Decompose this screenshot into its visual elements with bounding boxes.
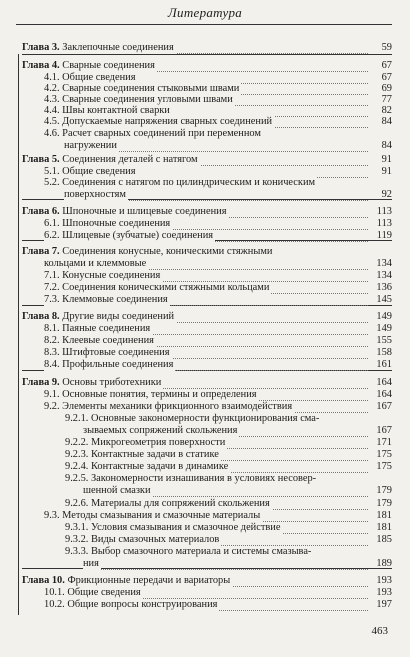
- toc-entry: [22, 425, 392, 437]
- entry-page-number: 134: [376, 258, 392, 269]
- entry-page-number: 197: [376, 599, 392, 610]
- toc-entry-text: [65, 449, 221, 461]
- toc-entry: [22, 461, 392, 473]
- toc-entry: [22, 558, 392, 570]
- toc-entry-text: [44, 359, 175, 371]
- entry-page-number: 158: [376, 347, 392, 358]
- entry-title: 9.3.1. Условия смазывания и смазочное действие: [65, 522, 281, 533]
- entry-title: нагружении: [64, 140, 117, 151]
- entry-page-number: 164: [376, 377, 392, 388]
- entry-title: 4.3. Сварные соединения угловыми швами: [44, 94, 233, 105]
- toc-entry: [22, 282, 392, 294]
- page-number: 463: [371, 625, 388, 637]
- entry-title: Фрикционные передачи и вариаторы: [67, 575, 231, 586]
- toc-entry: [22, 389, 392, 401]
- entry-title: 9.2.6. Материалы для сопряжений скольжения: [65, 498, 270, 509]
- toc-chapter: [22, 60, 392, 72]
- chapter-label: Глава 9.: [22, 377, 63, 388]
- toc-entry-text: [22, 246, 274, 258]
- entry-page-number: 181: [376, 510, 392, 521]
- header-rule: [16, 24, 392, 25]
- entry-page-number: 179: [376, 498, 392, 509]
- chapter-label: Глава 10.: [22, 575, 68, 586]
- toc-entry: [22, 218, 392, 230]
- toc-entry-text: [22, 575, 232, 587]
- toc-entry: [22, 230, 392, 242]
- toc-entry: [22, 189, 392, 201]
- entry-page-number: 136: [376, 282, 392, 293]
- toc-chapter: [22, 575, 392, 587]
- toc-entry-text: [44, 218, 172, 230]
- toc-entry-text: [65, 461, 230, 473]
- entry-title: Шпоночные и шлицевые соединения: [62, 206, 227, 217]
- entry-title: 8.3. Штифтовые соединения: [44, 347, 170, 358]
- toc-entry: [22, 485, 392, 497]
- toc-entry-text: [44, 230, 215, 242]
- entry-title: Заклепочные соединения: [62, 42, 174, 53]
- entry-title: 10.2. Общие вопросы конструирования: [44, 599, 218, 610]
- entry-title: 7.2. Соединения коническими стяжными кольцами: [44, 282, 270, 293]
- entry-title: кольцами и клеммовые: [44, 258, 147, 269]
- chapter-label: Глава 8.: [22, 311, 63, 322]
- entry-title: 9.3.3. Выбор смазочного материала и системы смазыва-: [65, 546, 312, 557]
- entry-title: Соединения конусные, коническими стяжными: [62, 246, 273, 257]
- entry-page-number: 77: [381, 94, 392, 105]
- entry-page-number: 181: [376, 522, 392, 533]
- entry-page-number: 175: [376, 461, 392, 472]
- entry-page-number: 193: [376, 575, 392, 586]
- toc-chapter: [22, 377, 392, 389]
- entry-title: 9.3.2. Виды смазочных материалов: [65, 534, 220, 545]
- toc-entry-text: [65, 413, 321, 425]
- toc-entry-text: [44, 323, 152, 335]
- entry-title: 9.1. Основные понятия, термины и определения: [44, 389, 257, 400]
- toc-entry-text: [44, 335, 156, 347]
- entry-page-number: 92: [381, 189, 392, 200]
- toc-chapter: [22, 246, 392, 258]
- entry-page-number: 185: [376, 534, 392, 545]
- entry-title: Сварные соединения: [62, 60, 155, 71]
- entry-page-number: 145: [376, 294, 392, 305]
- entry-title: зываемых сопряжений скольжения: [83, 425, 238, 436]
- entry-title: Соединения деталей с натягом: [62, 154, 198, 165]
- entry-title: 9.2.1. Основные закономерности функционирования сма-: [65, 413, 320, 424]
- toc-entry-text: [65, 534, 221, 546]
- entry-page-number: 119: [376, 230, 392, 241]
- entry-page-number: 179: [376, 485, 392, 496]
- group-bracket: [18, 240, 19, 305]
- toc-entry: [22, 534, 392, 546]
- entry-page-number: 84: [381, 116, 392, 127]
- entry-title: Основы триботехники: [62, 377, 162, 388]
- entry-page-number: 67: [381, 60, 392, 71]
- entry-title: 7.3. Клеммовые соединения: [44, 294, 168, 305]
- toc-entry-text: [44, 116, 274, 128]
- entry-title: поверхностям: [64, 189, 126, 200]
- entry-page-number: 134: [376, 270, 392, 281]
- entry-page-number: 175: [376, 449, 392, 460]
- entry-page-number: 149: [376, 323, 392, 334]
- toc-chapter: [22, 311, 392, 323]
- toc-entry: [22, 546, 392, 558]
- toc-entry-text: [22, 42, 176, 54]
- entry-title: 6.2. Шлицевые (зубчатые) соединения: [44, 230, 214, 241]
- entry-title: 4.6. Расчет сварных соединений при переменном: [44, 128, 261, 139]
- group-separator: [22, 54, 392, 55]
- toc-entry-text: [65, 437, 227, 449]
- toc-entry-text: [65, 522, 282, 534]
- entry-title: 7.1. Конусные соединения: [44, 270, 161, 281]
- entry-page-number: 91: [381, 166, 392, 177]
- chapter-label: Глава 4.: [22, 60, 63, 71]
- entry-page-number: 113: [376, 206, 392, 217]
- header-title: Литература: [167, 5, 243, 20]
- toc-entry-text: [44, 510, 262, 522]
- toc-entry: [22, 347, 392, 359]
- toc-entry: [22, 599, 392, 611]
- toc-entry-text: [44, 294, 170, 306]
- entry-page-number: 167: [376, 425, 392, 436]
- entry-title: 9.3. Методы смазывания и смазочные материалы: [44, 510, 261, 521]
- toc-entry: [22, 587, 392, 599]
- entry-page-number: 91: [381, 154, 392, 165]
- group-bracket: [18, 54, 19, 199]
- toc-entry: [22, 177, 392, 189]
- chapter-label: Глава 5.: [22, 154, 63, 165]
- toc-entry-text: [64, 140, 119, 152]
- entry-page-number: 67: [381, 72, 392, 83]
- toc-entry-text: [44, 389, 259, 401]
- toc-entry: [22, 510, 392, 522]
- toc-entry-text: [64, 189, 128, 201]
- toc-entry: [22, 401, 392, 413]
- group-bracket: [18, 568, 19, 615]
- toc-entry-text: [44, 599, 219, 611]
- toc-entry-text: [44, 128, 263, 140]
- entry-title: 8.1. Паяные соединения: [44, 323, 151, 334]
- entry-title: 9.2.5. Закономерности изнашивания в условиях несовер-: [65, 473, 317, 484]
- toc-entry: [22, 498, 392, 510]
- running-header: [0, 0, 410, 24]
- entry-title: 10.1. Общие сведения: [44, 587, 141, 598]
- entry-page-number: 189: [376, 558, 392, 569]
- toc-entry-text: [83, 558, 101, 570]
- entry-title: 8.4. Профильные соединения: [44, 359, 174, 370]
- toc-entry-text: [44, 282, 271, 294]
- toc-entry-text: [44, 270, 162, 282]
- toc-entry-text: [44, 401, 294, 413]
- chapter-label: Глава 3.: [22, 42, 63, 53]
- toc-entry-text: [44, 258, 148, 270]
- toc-entry: [22, 449, 392, 461]
- chapter-label: Глава 7.: [22, 246, 63, 257]
- entry-title: ния: [83, 558, 99, 569]
- toc-entry: [22, 473, 392, 485]
- entry-title: 5.1. Общие сведения: [44, 166, 136, 177]
- toc-entry-text: [65, 473, 318, 485]
- entry-page-number: 171: [376, 437, 392, 448]
- toc-entry: [22, 270, 392, 282]
- toc-entry: [22, 335, 392, 347]
- entry-title: 9.2.3. Контактные задачи в статике: [65, 449, 219, 460]
- toc-entry-text: [22, 60, 157, 72]
- entry-title: шенной смазки: [83, 485, 151, 496]
- toc-entry: [22, 140, 392, 152]
- entry-page-number: 167: [376, 401, 392, 412]
- toc-entry-text: [44, 177, 317, 189]
- toc-entry: [22, 323, 392, 335]
- entry-title: 6.1. Шпоночные соединения: [44, 218, 171, 229]
- entry-title: 4.1. Общие сведения: [44, 72, 136, 83]
- entry-page-number: 84: [381, 140, 392, 151]
- toc-entry: [22, 413, 392, 425]
- entry-page-number: 69: [381, 83, 392, 94]
- toc-entry-text: [83, 425, 239, 437]
- entry-page-number: 193: [376, 587, 392, 598]
- entry-page-number: 161: [376, 359, 392, 370]
- group-bracket: [18, 199, 19, 240]
- entry-page-number: 164: [376, 389, 392, 400]
- toc-entry-text: [83, 485, 153, 497]
- toc-entry-text: [22, 154, 200, 166]
- dot-leader: [83, 558, 368, 570]
- toc-chapter: [22, 154, 392, 166]
- toc-entry-text: [44, 587, 143, 599]
- toc-chapter: [22, 42, 392, 54]
- toc-entry: [22, 437, 392, 449]
- toc-entry-text: [65, 546, 313, 558]
- entry-title: Другие виды соединений: [62, 311, 175, 322]
- entry-page-number: 155: [376, 335, 392, 346]
- entry-page-number: 59: [381, 42, 392, 53]
- entry-title: 9.2. Элементы механики фрикционного взаимодействия: [44, 401, 293, 412]
- chapter-label: Глава 6.: [22, 206, 63, 217]
- toc-entry-text: [44, 347, 172, 359]
- group-bracket: [18, 370, 19, 568]
- toc-entry: [22, 359, 392, 371]
- entry-title: 4.4. Швы контактной сварки: [44, 105, 170, 116]
- toc-entry: [22, 258, 392, 270]
- entry-page-number: 113: [376, 218, 392, 229]
- entry-title: 9.2.4. Контактные задачи в динамике: [65, 461, 229, 472]
- entry-title: 4.2. Сварные соединения стыковыми швами: [44, 83, 240, 94]
- toc-entry: [22, 294, 392, 306]
- toc-chapter: [22, 206, 392, 218]
- entry-title: 4.5. Допускаемые напряжения сварных соединений: [44, 116, 273, 127]
- group-bracket: [18, 305, 19, 370]
- toc-entry-text: [22, 377, 163, 389]
- toc-entry: [22, 116, 392, 128]
- entry-page-number: 149: [376, 311, 392, 322]
- entry-title: 9.2.2. Микрогеометрия поверхности: [65, 437, 226, 448]
- toc-entry-text: [22, 311, 176, 323]
- toc-entry: [22, 128, 392, 140]
- toc-entry: [22, 522, 392, 534]
- entry-title: 5.2. Соединения с натягом по цилиндрическим и коническим: [44, 177, 316, 188]
- toc-entry-text: [22, 206, 228, 218]
- entry-title: 8.2. Клеевые соединения: [44, 335, 154, 346]
- toc-entry-text: [65, 498, 272, 510]
- entry-page-number: 82: [381, 105, 392, 116]
